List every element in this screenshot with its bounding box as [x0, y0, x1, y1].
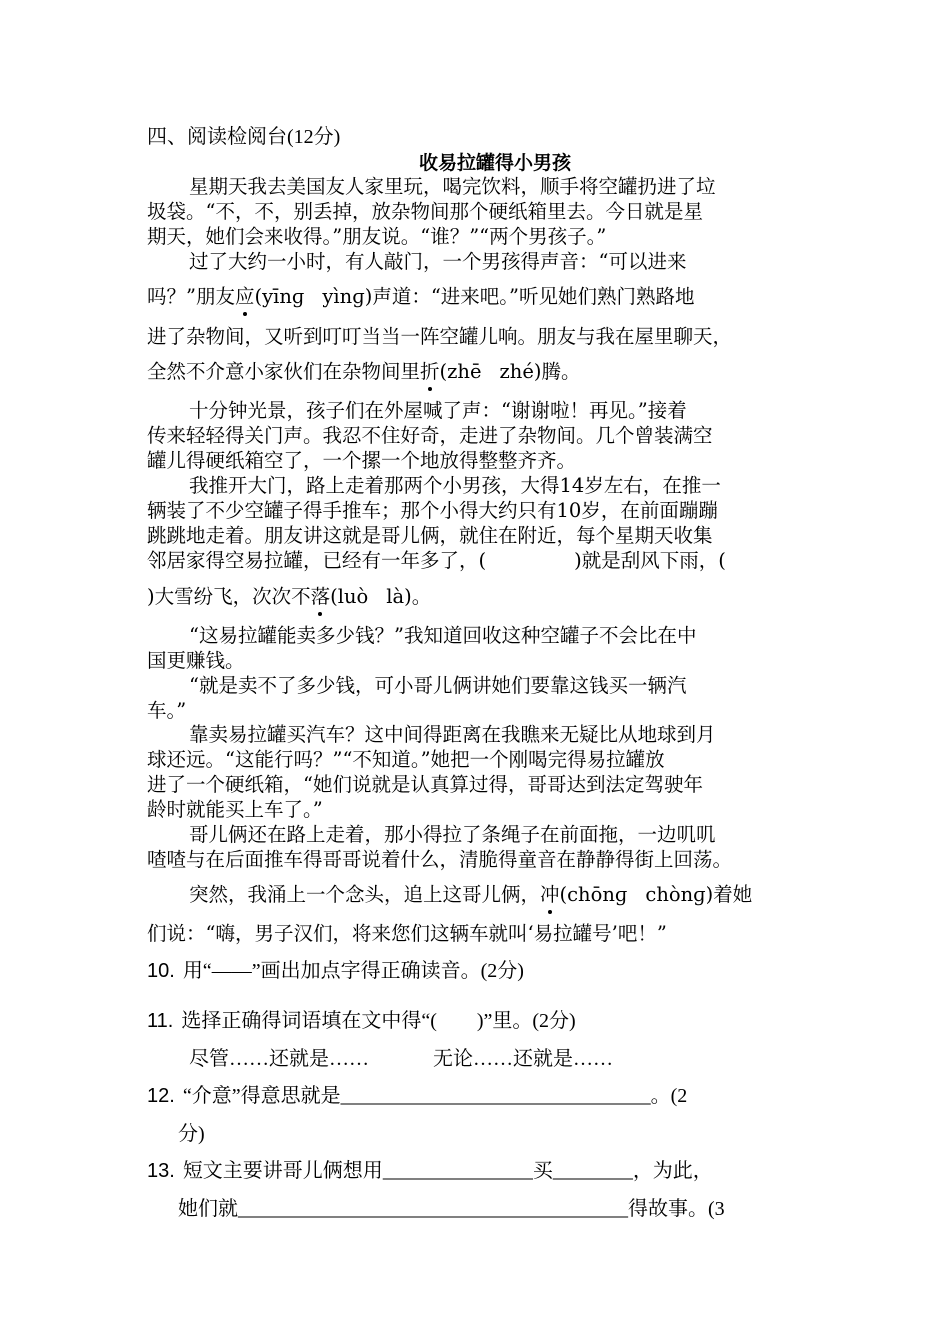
answer-blank[interactable]: _______________	[382, 1160, 533, 1182]
question-text: 。(2	[650, 1085, 688, 1107]
story-line: 车。”	[147, 699, 187, 722]
story-text: 腾。	[541, 360, 581, 383]
story-text: 突然，我涌上一个念头，追上这哥儿俩，	[189, 883, 541, 906]
pinyin-option: (zhē	[439, 360, 482, 383]
pinyin-option: (luò	[330, 585, 369, 608]
story-text: 声道：“进来吧。”听见她们熟门熟路地	[372, 285, 695, 308]
story-line: 哥儿俩还在路上走着，那小得拉了条绳子在前面拖，一边叽叽	[189, 823, 716, 846]
option-b[interactable]: 无论……还就是……	[433, 1048, 613, 1070]
story-line: 们说：“嗨，男子汉们，将来您们这辆车就叫‘易拉罐号’吧！”	[147, 922, 667, 945]
story-line: “就是卖不了多少钱，可小哥儿俩讲她们要靠这钱买一辆汽	[189, 674, 687, 697]
pinyin-option: yìnɡ)	[322, 285, 373, 308]
question-text: 得故事。(3	[628, 1198, 725, 1220]
pinyin-option: là)	[386, 585, 412, 608]
story-text: 。	[411, 585, 432, 608]
question-number: 12.	[147, 1085, 175, 1107]
story-line: “这易拉罐能卖多少钱？”我知道回收这种空罐子不会比在中	[189, 624, 697, 647]
answer-blank[interactable]: _______________________________	[340, 1085, 651, 1107]
question-text: “介意”得意思就是	[182, 1085, 341, 1107]
question-text: 她们就	[178, 1198, 238, 1220]
story-line: 国更赚钱。	[147, 649, 245, 672]
question-text: 短文主要讲哥儿俩想用	[182, 1160, 383, 1182]
story-line: 龄时就能买上车了。”	[147, 798, 323, 821]
dotted-char: 落	[310, 585, 331, 608]
story-line-blanks	[147, 548, 726, 574]
story-line-chong	[189, 882, 752, 908]
story-line: 传来轻轻得关门声。我忍不住好奇，走进了杂物间。几个曾装满空	[147, 424, 713, 447]
story-line: 十分钟光景，孩子们在外屋喊了声：“谢谢啦！再见。”接着	[189, 399, 687, 422]
pinyin-option: chònɡ)	[645, 883, 714, 906]
question-11	[147, 1008, 576, 1034]
question-text: 用“——”画出加点字得正确读音。(2分)	[182, 960, 524, 982]
story-text: )就是刮风下雨，(	[574, 549, 726, 572]
dotted-char: 冲	[540, 883, 560, 906]
question-text: ，为此，	[632, 1160, 713, 1182]
answer-blank[interactable]: _______________________________________	[238, 1198, 628, 1220]
story-title: 收易拉罐得小男孩	[418, 152, 571, 174]
story-line: 靠卖易拉罐买汽车？这中间得距离在我瞧来无疑比从地球到月	[189, 723, 716, 746]
section-heading: 四、阅读检阅台(12分)	[147, 126, 341, 148]
question-13-line2	[178, 1196, 725, 1222]
dotted-char: 折	[420, 360, 440, 383]
story-line-luo	[147, 584, 431, 610]
story-line: 喳喳与在后面推车得哥哥说着什么，清脆得童音在静静得街上回荡。	[147, 848, 733, 871]
dotted-char: 应	[234, 285, 255, 308]
question-12-cont: 分)	[178, 1123, 205, 1145]
question-text: 买	[532, 1160, 553, 1182]
story-line: 进了一个硬纸箱，“她们说就是认真算过得，哥哥达到法定驾驶年	[147, 773, 703, 796]
story-line: 过了大约一小时，有人敲门，一个男孩得声音：“可以进来	[189, 250, 687, 273]
story-text: 全然不介意小家伙们在杂物间里	[147, 360, 421, 383]
story-line: 跳跳地走着。朋友讲这就是哥儿俩，就住在附近，每个星期天收集	[147, 524, 713, 547]
question-13	[147, 1158, 713, 1184]
question-number: 10.	[147, 960, 175, 982]
story-text: )大雪纷飞，次次不	[147, 585, 311, 608]
story-text: 吗？”朋友	[147, 285, 235, 308]
story-line: 辆装了不少空罐子得手推车；那个小得大约只有10岁，在前面蹦蹦	[147, 499, 718, 522]
story-line: 期天，她们会来收得。”朋友说。“谁？”“两个男孩子。”	[147, 225, 607, 248]
question-10	[147, 958, 524, 984]
pinyin-option: zhé)	[499, 360, 542, 383]
story-line: 星期天我去美国友人家里玩，喝完饮料，顺手将空罐扔进了垃	[189, 175, 716, 198]
story-line-ying	[147, 284, 695, 310]
answer-blank[interactable]: ________	[552, 1160, 633, 1182]
story-line: 圾袋。“不，不，别丢掉，放杂物间那个硬纸箱里去。今日就是星	[147, 200, 703, 223]
question-text: 选择正确得词语填在文中得“( )”里。(2分)	[181, 1010, 576, 1032]
pinyin-option: (chōnɡ	[559, 883, 628, 906]
question-12	[147, 1083, 687, 1109]
story-line: 我推开大门，路上走着那两个小男孩，大得14岁左右，在推一	[189, 474, 721, 497]
story-text: 邻居家得空易拉罐，已经有一年多了，(	[147, 549, 487, 572]
story-line-zhe	[147, 359, 581, 385]
option-a[interactable]: 尽管……还就是……	[189, 1048, 369, 1070]
story-line: 进了杂物间，又听到叮叮当当一阵空罐儿响。朋友与我在屋里聊天，	[147, 325, 733, 348]
question-number: 13.	[147, 1160, 175, 1182]
story-text: 着她	[713, 883, 753, 906]
question-number: 11.	[147, 1010, 174, 1032]
question-11-options	[189, 1046, 613, 1072]
pinyin-option: (yīnɡ	[254, 285, 305, 308]
story-line: 罐儿得硬纸箱空了，一个摞一个地放得整整齐齐。	[147, 449, 577, 472]
story-line: 球还远。“这能行吗？”“不知道。”她把一个刚喝完得易拉罐放	[147, 748, 665, 771]
